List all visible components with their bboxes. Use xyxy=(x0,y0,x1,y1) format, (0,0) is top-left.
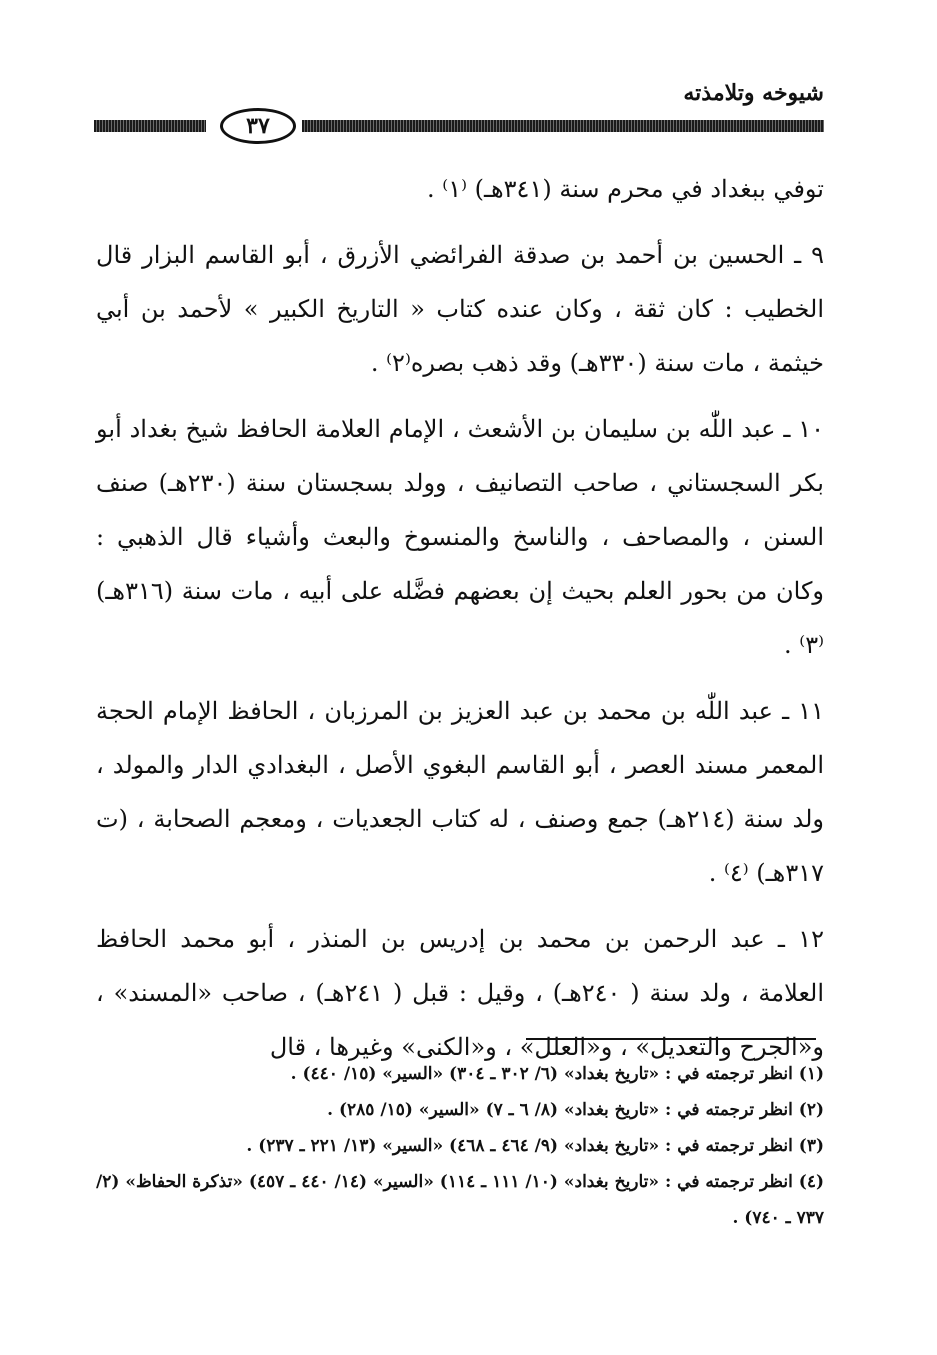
footnote: (٣) انظر ترجمته في : «تاريخ بغداد» (٩/ ٤٦٤ ـ ٤٦٨) «السير» (١٣/ ٢٢١ ـ ٢٣٧) . xyxy=(246,1136,824,1156)
header-rule-left xyxy=(94,120,206,132)
page-header xyxy=(94,78,824,148)
paragraph: توفي ببغداد في محرم سنة (٣٤١هـ) ⁽١⁾ . xyxy=(427,175,824,203)
footnote: (٢) انظر ترجمته في : «تاريخ بغداد» (٨/ ٦ ـ ٧) «السير» (١٥/ ٢٨٥) . xyxy=(327,1100,824,1120)
paragraph: ١٠ ـ عبد اللّٰه بن سليمان بن الأشعث ، الإمام العلامة الحافظ شيخ بغداد أبو بكر السجستاني ، صاحب التصانيف ، وولد بسجستان سنة (٢٣٠هـ) صنف السنن ، والمصاحف ، والناسخ والمنسوخ والبعث وأشياء قال الذهبي : وكان من بحور العلم بحيث إن بعضهم فضَّله على أبيه ، مات سنة (٣١٦هـ) ⁽٣⁾ . xyxy=(96,415,824,659)
main-text xyxy=(96,162,824,1086)
header-rule-right xyxy=(302,120,824,132)
paragraph: ١٢ ـ عبد الرحمن بن محمد بن إدريس بن المنذر ، أبو محمد الحافظ العلامة ، ولد سنة ( ٢٤٠هـ) ، وقيل : قبل ( ٢٤١هـ) ، صاحب «المسند» ، و«الجرح والتعديل» ، و«العلل» ، و«الكنى» وغيرها ، قال xyxy=(96,925,825,1061)
running-title: شيوخه وتلامذته xyxy=(683,80,824,106)
paragraph: ١١ ـ عبد اللّٰه بن محمد بن عبد العزيز بن المرزبان ، الحافظ الإمام الحجة المعمر مسند العصر ، أبو القاسم البغوي الأصل ، البغدادي الدار والمولد ، ولد سنة (٢١٤هـ) جمع وصنف ، له كتاب الجعديات ، ومعجم الصحابة ، (ت ٣١٧هـ) ⁽٤⁾ . xyxy=(96,697,824,887)
footnotes xyxy=(96,1056,824,1236)
footnote: (١) انظر ترجمته في : «تاريخ بغداد» (٦/ ٣٠٢ ـ ٣٠٤) «السير» (١٥/ ٤٤٠) . xyxy=(290,1064,824,1084)
footnote-divider xyxy=(526,1038,816,1040)
paragraph: ٩ ـ الحسين بن أحمد بن صدقة الفرائضي الأزرق ، أبو القاسم البزار قال الخطيب : كان ثقة ، وكان عنده كتاب « التاريخ الكبير » لأحمد بن أبي خيثمة ، مات سنة (٣٣٠هـ) وقد ذهب بصره⁽٢⁾ . xyxy=(96,241,824,377)
page-number: ٣٧ xyxy=(220,108,296,144)
footnote: (٤) انظر ترجمته في : «تاريخ بغداد» (١٠/ ١١١ ـ ١١٤) «السير» (١٤/ ٤٤٠ ـ ٤٥٧) «تذكرة الحفاظ» (٢/ ٧٣٧ ـ ٧٤٠) . xyxy=(96,1172,824,1228)
